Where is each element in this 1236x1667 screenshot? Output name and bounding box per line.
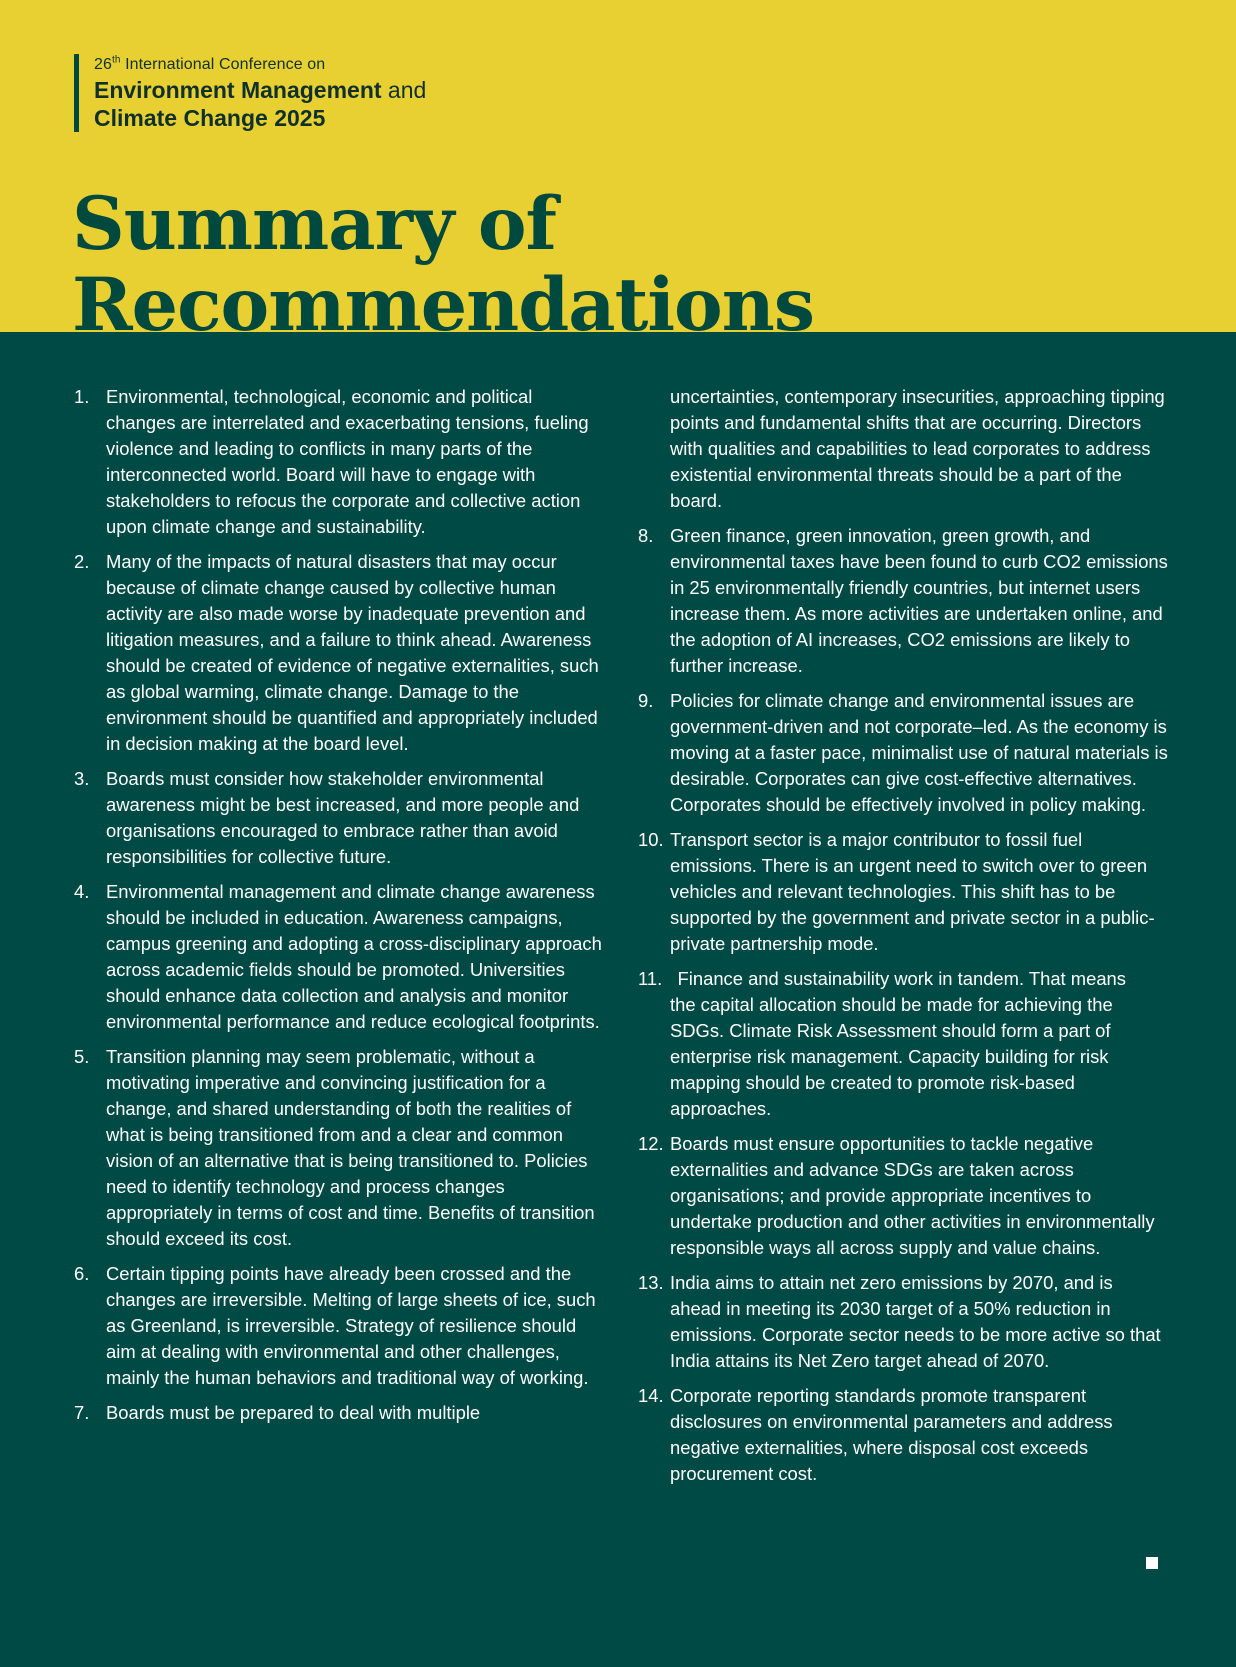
list-item-text: Environmental management and climate change awareness should be included in education. Awareness campaigns, campus greening and adopting a cross-disciplinary approach across academic fields should be promoted. Universities should enhance data collection and analysis and monitor environmental performance and reduce ecological footprints. xyxy=(106,881,602,1032)
list-item-number: 10. xyxy=(638,829,664,850)
conference-ordinal-suffix: th xyxy=(112,54,121,66)
recommendations-list-right-after xyxy=(638,1131,1168,1487)
conference-line-2 xyxy=(94,76,426,104)
list-item-text: Transport sector is a major contributor to fossil fuel emissions. There is an urgent need to switch over to green vehicles and relevant technologies. This shift has to be supported by the government and private sector in a public-private partnership mode. xyxy=(670,829,1155,954)
list-item-number: 9. xyxy=(638,690,654,711)
item-11-rest-text: the capital allocation should be made for achieving the SDGs. Climate Risk Assessment should form a part of enterprise risk management. Capacity building for risk mapping should be created to promote risk-based approaches. xyxy=(670,994,1113,1119)
conference-name-line-3: Climate Change 2025 xyxy=(94,105,326,131)
item-11-lead-text: Finance and sustainability work in tandem. That means xyxy=(677,968,1126,989)
end-mark xyxy=(1146,1557,1158,1569)
list-item xyxy=(74,384,602,540)
list-item-text: Green finance, green innovation, green growth, and environmental taxes have been found to curb CO2 emissions in 25 environmentally friendly countries, but internet users increase them. As more activities are undertaken online, and the adoption of AI increases, CO2 emissions are likely to further increase. xyxy=(670,525,1168,676)
list-item-11 xyxy=(638,966,1168,1122)
list-item-number: 2. xyxy=(74,551,90,572)
conference-ordinal: 26 xyxy=(94,56,112,73)
list-item-text: Boards must be prepared to deal with multiple xyxy=(106,1402,481,1423)
list-item xyxy=(638,1270,1168,1374)
page-title xyxy=(72,184,814,332)
conference-name-bold: Environment Management xyxy=(94,77,382,103)
list-item-text: Boards must ensure opportunities to tackle negative externalities and advance SDGs are taken across organisations; and provide appropriate incentives to undertake production and other activities in environmentally responsible ways all across supply and value chains. xyxy=(670,1133,1155,1258)
list-item xyxy=(638,688,1168,818)
list-item xyxy=(74,766,602,870)
list-item xyxy=(638,1131,1168,1261)
item-11-number: 11. xyxy=(638,968,663,989)
list-item-number: 12. xyxy=(638,1133,664,1154)
list-item-text: Many of the impacts of natural disasters that may occur because of climate change caused by collective human activity are also made worse by inadequate prevention and litigation measures, and a failure to think ahead. Awareness should be created of evidence of negative externalities, such as global warming, climate change. Damage to the environment should be quantified and appropriately included in decision making at the board level. xyxy=(106,551,599,754)
list-item-number: 4. xyxy=(74,881,90,902)
list-item xyxy=(74,1400,602,1426)
list-item xyxy=(74,549,602,757)
item-7-continuation-text: uncertainties, contemporary insecurities, approaching tipping points and fundamental shifts that are occurring. Directors with qualities and capabilities to lead corporates to address existential environmental threats should be a part of the board. xyxy=(670,386,1165,511)
conference-header xyxy=(74,54,426,132)
conference-name-rest: and xyxy=(381,77,427,103)
list-item-text: Corporate reporting standards promote transparent disclosures on environmental parameters and address negative externalities, where disposal cost exceeds procurement cost. xyxy=(670,1385,1113,1484)
list-item-number: 8. xyxy=(638,525,654,546)
conference-line-1-text: International Conference on xyxy=(120,56,326,73)
list-item-text: Certain tipping points have already been crossed and the changes are irreversible. Melting of large sheets of ice, such as Greenland, is irreversible. Strategy of resilience should aim at dealing with environmental and other challenges, mainly the human behaviors and traditional way of working. xyxy=(106,1263,596,1388)
list-item xyxy=(74,1261,602,1391)
list-item-number: 1. xyxy=(74,386,90,407)
recommendations-list-left xyxy=(74,384,602,1426)
list-item xyxy=(638,1383,1168,1487)
list-item-text: Boards must consider how stakeholder environmental awareness might be best increased, and more people and organisations encouraged to embrace rather than avoid responsibilities for collective future. xyxy=(106,768,580,867)
item-11-lead xyxy=(638,966,1168,992)
list-item xyxy=(638,523,1168,679)
list-item xyxy=(638,827,1168,957)
list-item-number: 5. xyxy=(74,1046,90,1067)
left-column xyxy=(74,384,602,1435)
list-item xyxy=(74,1044,602,1252)
list-item-text: Transition planning may seem problematic, without a motivating imperative and convincing justification for a change, and shared understanding of both the realities of what is being transitioned from and a clear and common vision of an alternative that is being transitioned to. Policies need to identify technology and process changes appropriately in terms of cost and time. Benefits of transition should exceed its cost. xyxy=(106,1046,595,1249)
list-item-number: 7. xyxy=(74,1402,90,1423)
conference-line-3 xyxy=(94,104,426,132)
page-title-line-2: Recommendations xyxy=(72,262,814,332)
page-title-line-1: Summary of xyxy=(72,184,556,267)
list-item-number: 13. xyxy=(638,1272,664,1293)
list-item-text: Policies for climate change and environmental issues are government-driven and not corporate–led. As the economy is moving at a faster pace, minimalist use of natural materials is desirable. Corporates can give cost-effective alternatives. Corporates should be effectively involved in policy making. xyxy=(670,690,1168,815)
recommendations-list-right xyxy=(638,523,1168,957)
list-item-text: Environmental, technological, economic and political changes are interrelated and exacerbating tensions, fueling violence and leading to conflicts in many parts of the interconnected world. Board will have to engage with stakeholders to refocus the corporate and collective action upon climate change and sustainability. xyxy=(106,386,589,537)
right-column xyxy=(638,384,1168,1496)
list-item-text: India aims to attain net zero emissions by 2070, and is ahead in meeting its 2030 target of a 50% reduction in emissions. Corporate sector needs to be more active so that India attains its Net Zero target ahead of 2070. xyxy=(670,1272,1161,1371)
conference-line-1 xyxy=(94,54,426,76)
list-item-number: 3. xyxy=(74,768,90,789)
list-item-number: 14. xyxy=(638,1385,664,1406)
list-item xyxy=(74,879,602,1035)
item-7-continuation xyxy=(638,384,1168,514)
list-item-number: 6. xyxy=(74,1263,90,1284)
